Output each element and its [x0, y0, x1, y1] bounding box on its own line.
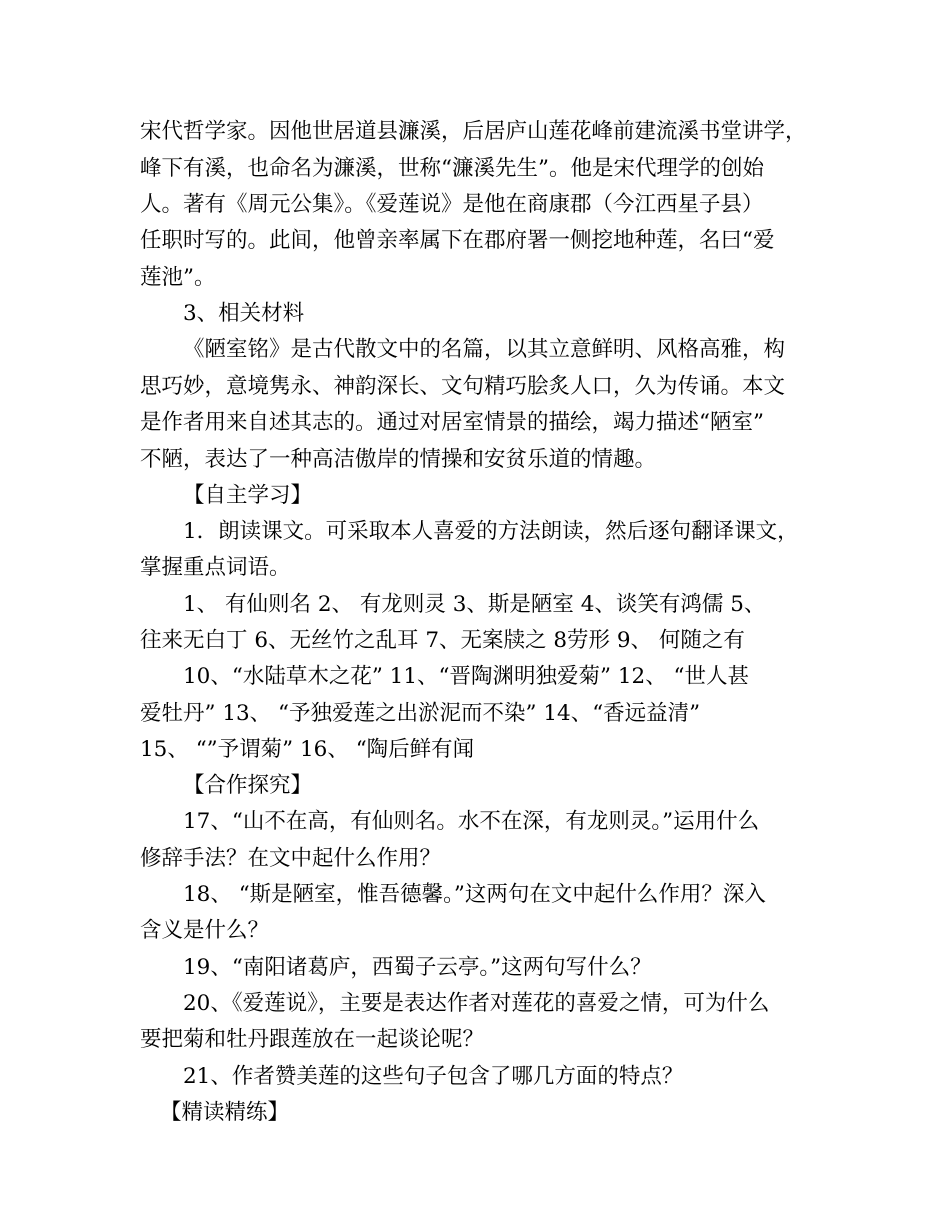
paragraph-line: 掌握重点词语。	[140, 555, 291, 580]
paragraph-line: 不陋，表达了一种高洁傲岸的情操和安贫乐道的情趣。	[140, 447, 657, 472]
paragraph-line: 是作者用来自述其志的。通过对居室情景的描绘，竭力描述“陋室”	[140, 410, 764, 435]
paragraph-line: 修辞手法？在文中起什么作用？	[140, 846, 442, 871]
section-heading: 【自主学习】	[183, 483, 313, 508]
paragraph-line: 任职时写的。此间，他曾亲率属下在郡府署一侧挖地种莲，名曰“爱	[140, 228, 775, 253]
paragraph-line: 人。著有《周元公集》。《爱莲说》是他在商康郡（今江西星子县）	[140, 192, 764, 217]
paragraph-line: 17、“山不在高，有仙则名。水不在深，有龙则灵。”运用什么	[183, 809, 760, 834]
section-heading: 【合作探究】	[183, 773, 313, 798]
paragraph-line: 1、 有仙则名 2、 有龙则灵 3、斯是陋室 4、谈笑有鸿儒 5、	[183, 592, 766, 617]
paragraph-line: 思巧妙，意境隽永、神韵深长、文句精巧脍炙人口，久为传诵。本文	[140, 374, 786, 399]
paragraph-line: 宋代哲学家。因他世居道县濂溪，后居庐山莲花峰前建流溪书堂讲学，	[140, 119, 807, 144]
paragraph-line: 15、 “”予谓菊” 16、 “陶后鲜有闻	[140, 737, 475, 762]
paragraph-line: 18、 “斯是陋室，惟吾德馨。”这两句在文中起什么作用？深入	[183, 882, 766, 907]
paragraph-line: 21、作者赞美莲的这些句子包含了哪几方面的特点？	[183, 1064, 684, 1089]
paragraph-line: 《陋室铭》是古代散文中的名篇，以其立意鲜明、风格高雅，构	[183, 337, 786, 362]
paragraph-line: 要把菊和牡丹跟莲放在一起谈论呢？	[140, 1027, 485, 1052]
paragraph-line: 峰下有溪，也命名为濂溪，世称“濂溪先生”。他是宋代理学的创始	[140, 156, 764, 181]
section-heading: 3、相关材料	[183, 301, 305, 326]
paragraph-line: 含义是什么？	[140, 918, 270, 943]
paragraph-line: 10、“水陆草木之花” 11、“晋陶渊明独爱菊” 12、 “世人甚	[183, 664, 750, 689]
paragraph-line: 1．朗读课文。可采取本人喜爱的方法朗读，然后逐句翻译课文，	[183, 519, 799, 544]
paragraph-line: 爱牡丹” 13、 “予独爱莲之出淤泥而不染” 14、“香远益清”	[140, 701, 701, 726]
paragraph-line: 往来无白丁 6、无丝竹之乱耳 7、无案牍之 8劳形 9、 何随之有	[140, 628, 745, 653]
paragraph-line: 莲池”。	[140, 265, 216, 290]
section-heading: 【精读精练】	[160, 1100, 290, 1125]
paragraph-line: 20、《爱莲说》，主要是表达作者对莲花的喜爱之情，可为什么	[183, 991, 770, 1016]
paragraph-line: 19、“南阳诸葛庐，西蜀子云亭。”这两句写什么？	[183, 955, 652, 980]
